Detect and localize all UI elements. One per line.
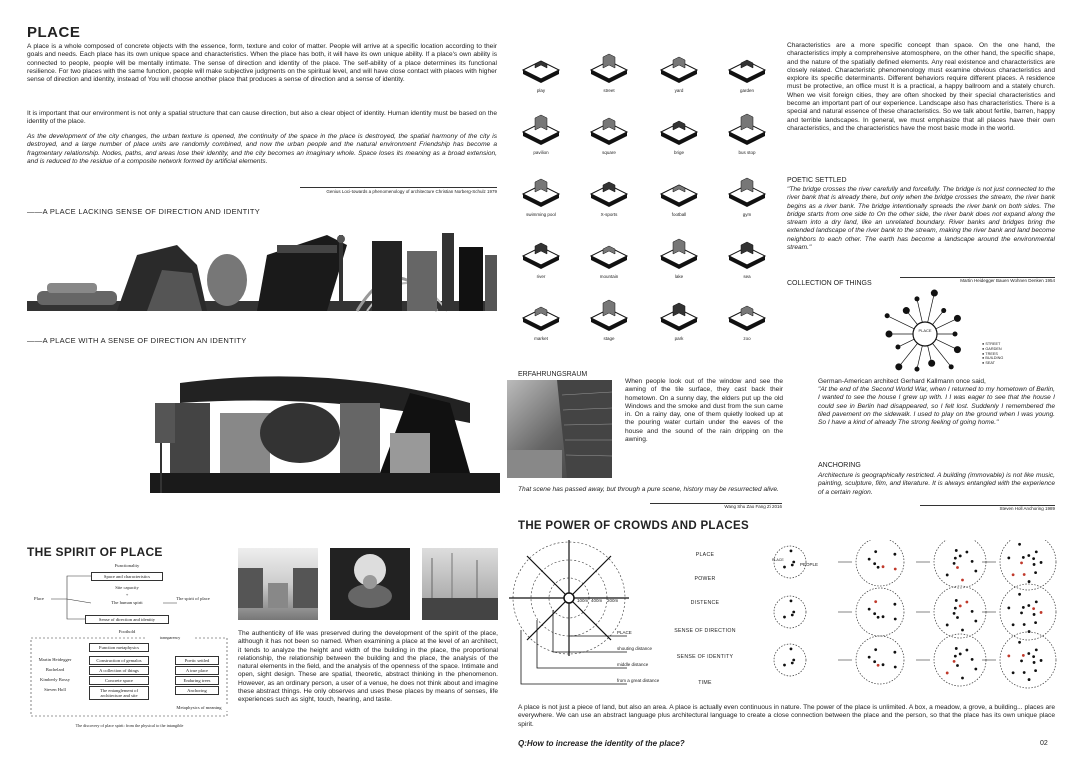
crowd-person (1007, 655, 1010, 658)
hub-node (931, 290, 938, 297)
icon-street (591, 54, 627, 83)
crowd-person (955, 647, 958, 650)
crowd-person (893, 603, 896, 606)
crowd-person (1020, 612, 1023, 615)
crowd-bubble (934, 634, 986, 686)
crowd-person (1032, 655, 1035, 658)
kallmann-intro: German-American architect Gerhard Kallmann once said, (818, 378, 986, 385)
hub-node (886, 331, 893, 338)
legend-item: ● STREET (982, 342, 1001, 346)
place-title: PLACE (27, 24, 81, 41)
crowd-person (792, 561, 795, 564)
crowd-person (791, 614, 794, 617)
flow-caption: The discovery of place spirit: from the physical to the intangible (27, 722, 232, 729)
crowd-person (971, 658, 974, 661)
crowd-person (783, 616, 786, 619)
flow-functionality: Functionality (95, 562, 159, 569)
crowd-person (959, 555, 962, 558)
icon-X-sports (591, 182, 627, 207)
hub-node (903, 307, 910, 314)
crowd-person (873, 562, 876, 565)
crowd-person (971, 610, 974, 613)
crowd-person (1020, 660, 1023, 663)
photo-snow (422, 548, 498, 620)
crowd-person (1033, 661, 1036, 664)
crowd-person (791, 564, 794, 567)
row-label: TIME (698, 680, 712, 686)
crowd-person (956, 566, 959, 569)
icon-label: play (536, 88, 546, 93)
crowd-person (961, 579, 964, 582)
crowd-person (961, 629, 964, 632)
icon-label: swimming pool (526, 212, 556, 217)
crowds-radial-diagram (507, 540, 677, 690)
hub-node (895, 345, 900, 350)
flow-enduring: Enduring trees (175, 676, 219, 685)
crowd-person (882, 565, 885, 568)
crowd-person (946, 574, 949, 577)
crowd-person (1012, 671, 1015, 674)
crowd-person (1023, 623, 1026, 626)
crowd-bubble (856, 540, 904, 586)
photo-buddha (330, 548, 410, 620)
crowd-person (1032, 557, 1035, 560)
flow-poetic: Poetic settled (175, 656, 219, 665)
crowd-person (946, 672, 949, 675)
page-number: 02 (1040, 740, 1048, 747)
crowd-person (953, 660, 956, 663)
crowd-person (974, 570, 977, 573)
crowd-person (868, 558, 871, 561)
crowd-bubble (934, 540, 986, 588)
crowd-person (955, 599, 958, 602)
crowd-person (1033, 563, 1036, 566)
icon-garden (729, 60, 765, 83)
flow-metaphysics-meaning: Metaphysics of meaning (167, 704, 231, 711)
crowd-person (959, 653, 962, 656)
flow-concrete: Concrete space (89, 676, 149, 685)
icon-label: park (674, 336, 684, 341)
crowd-person (965, 551, 968, 554)
flow-m4: Steven Holl (35, 686, 75, 693)
icon-label: gym (742, 212, 752, 217)
crowd-person (955, 549, 958, 552)
crowds-question: Q:How to increase the identity of the place? (518, 739, 685, 748)
crowd-person (1035, 601, 1038, 604)
hub-node (949, 364, 954, 369)
poetic-title: POETIC SETTLED (787, 177, 847, 184)
legend-item: ● GARDEN (982, 346, 1002, 351)
crowd-person (783, 664, 786, 667)
flow-gather: A collection of things (89, 666, 149, 675)
crowd-person (1034, 669, 1037, 672)
icon-yard (661, 57, 697, 83)
crowd-person (961, 677, 964, 680)
flow-a-place: A true place (175, 666, 219, 675)
spirit-body: The authenticity of life was preserved during the development of the spirit of the place, although it has not been so named. When examining a place at the level of an architect, it tends to analyze the height and width of the building in the place, the proportional relationship, the relationship between the building and the place, the analysis of the natural elements in the field, and the analysis of the openness of the space. Intimate and open, sight design. These are spatial, theoretic, abstract thinking in the phenomenon. However, as an ordinary person, a user of a venue, he does not think about and imagine these abstract things. He only observes and uses these places by means of senses, life experiences such as sight, touch, hearing, and taste. (238, 630, 498, 704)
crowd-person (946, 624, 949, 627)
icon-label: mountain (599, 274, 619, 279)
crowd-person (1023, 573, 1026, 576)
crowd-person (790, 549, 793, 552)
icon-square (591, 118, 627, 145)
crowd-person (868, 656, 871, 659)
hub-node (914, 296, 919, 301)
crowd-person (1028, 630, 1031, 633)
crowd-person (874, 550, 877, 553)
flow-fn-metaphysics: Function metaphysics (89, 643, 149, 652)
collection-diagram (870, 288, 980, 380)
icon-label: market (534, 336, 548, 341)
crowd-person (1022, 654, 1025, 657)
bubble-people-label: PEOPLE (800, 562, 819, 567)
icon-bus-stop (729, 114, 765, 145)
crowd-person (792, 659, 795, 662)
diagram-middle: middle distance (617, 662, 649, 667)
crowd-bubble (856, 588, 904, 636)
spirit-flow-diagram (27, 562, 232, 737)
crowd-person (965, 601, 968, 604)
collage-lacking (27, 225, 497, 323)
crowd-person (956, 616, 959, 619)
crowd-person (792, 611, 795, 614)
flow-site-capacity: Site capacity (95, 584, 159, 591)
crowd-person (965, 649, 968, 652)
icon-label: pavilion (533, 150, 549, 155)
icon-play (523, 61, 559, 83)
crowd-person (954, 655, 957, 658)
crowd-person (1022, 556, 1025, 559)
poetic-quote: "The bridge crosses the river carefully and forcefully. The bridge is not just connected to the river bank that is already there, but only when the bridge crosses the stream, the river bank begins as a river bank. The bridge intentionally spreads the river bank on both sides. The bridge starts from one side to On the other side, the river bank does not expand along the stream into a dry land, like an unrelated boundary. River banks and bridges bring the extended landscape of the river bank to the stream, making the river bank and land become neighbors to each other. The earth has become a landscape around the environmental stream." (787, 186, 1055, 252)
crowd-person (1040, 659, 1043, 662)
anchoring-cite: Steven Holl Anchoring 1989 (920, 505, 1055, 512)
icon-market (523, 307, 559, 331)
crowd-person (1007, 607, 1010, 610)
crowds-title: THE POWER OF CROWDS AND PLACES (518, 520, 749, 532)
icon-football (661, 185, 697, 207)
hub-node (914, 367, 919, 372)
crowd-person (953, 562, 956, 565)
crowd-person (1018, 641, 1021, 644)
row-label: DISTENCE (690, 600, 720, 606)
crowd-person (1040, 561, 1043, 564)
crowd-person (874, 600, 877, 603)
crowd-person (877, 566, 880, 569)
crowd-person (1012, 623, 1015, 626)
crowd-person (954, 607, 957, 610)
anchoring-text: Architecture is geographically restricted. A building (immovable) is not like music, painting, sculpture, film, and literature. It is always entangled with the experience of a certain region. (818, 472, 1055, 496)
flow-space-char: Space and characteristics (91, 572, 163, 581)
crowd-person (1034, 621, 1037, 624)
icon-park (661, 303, 697, 331)
crowd-person (877, 664, 880, 667)
row-label: SENSE OF IDENTITY (676, 654, 734, 660)
crowd-person (874, 648, 877, 651)
icon-zoo (729, 306, 765, 331)
icon-label: brige (673, 150, 684, 155)
place-para-2: It is important that our environment is not only a spatial structure that can cause direction, but also a clear object of identity. Human identity must be based on the identity of the place. (27, 110, 497, 126)
crowd-person (790, 599, 793, 602)
icon-brige (661, 121, 697, 145)
erfahrung-title: ERFAHRUNGSRAUM (518, 371, 588, 378)
crowd-person (1027, 554, 1030, 557)
crowd-person (1033, 613, 1036, 616)
crowd-bubble (856, 636, 904, 684)
icon-swimming-pool (523, 179, 559, 207)
diagram-place: PLACE (617, 630, 632, 635)
icon-gym (729, 178, 765, 207)
hub-node (954, 315, 961, 322)
crowd-person (1034, 571, 1037, 574)
crowd-person (953, 612, 956, 615)
erfahrung-cite: Wang Shu Zao Fang Zi 2016 (650, 503, 782, 510)
row-label: POWER (694, 576, 716, 582)
spirit-title: THE SPIRIT OF PLACE (27, 545, 163, 559)
flow-place: Place (27, 595, 51, 602)
place-para-1: A place is a whole composed of concrete objects with the essence, form, texture and color of matter. People will arrive at a specific location according to their goals and needs. Each place has its own unique space and characteristics. When the place has both, it will have its own unique ability. If a place's own ability is connected to people, people will be mentally intimate. The sense of direction and identity of the place. The self-ability of a place determines its functional resilience. For two places with the same function, people will make subjective judgments on the spiritual level, and will have close contact with places with higher sense of direction and identity, instead of You will choose another place that produces a sense of direction and a sense of identity. (27, 43, 497, 84)
flow-spirit-of-place: The spirit of place (163, 595, 223, 602)
icon-label: football (671, 212, 687, 217)
crowd-person (1032, 607, 1035, 610)
crowd-person (1018, 543, 1021, 546)
lacking-label: ——A PLACE LACKING SENSE OF DIRECTION AND IDENTITY (27, 207, 261, 216)
crowd-person (1007, 557, 1010, 560)
crowd-person (790, 647, 793, 650)
icon-label: stage (603, 336, 615, 341)
characteristics-text: Characteristics are a more specific concept than space. On the one hand, the characteristics imply a comprehensive atomosphere, on the other hand, the specific shape, and the nature of the spatially defined elements. Any real existence and characteristics are closely related. Characteristic phenomenology must examine obvious characteristics and explore its specific determinants. Different behaviors require different places. A residence must be protective, an office must It is a practical, a happy ballroom and a stately church. When we visit foreign cities, they are often shocked by their special characteristics and become an important part of our experience. Landscape also has characteristics. There is a special and natural essence of these characteristics. So we talk about fertile, barren, happy and terrible landscapes. In general, we must emphasize that all places have their own characteristics, and the characteristics have the most basic mode in the world. (787, 42, 1055, 132)
icon-label: garden (739, 88, 754, 93)
icon-lake (661, 239, 697, 269)
crowd-person (791, 662, 794, 665)
dist-1: 100m (577, 598, 589, 603)
crowd-person (956, 664, 959, 667)
crowds-para: A place is not just a piece of land, but also an area. A place is actually even continuous in nature. The power of the place is unlimited. A box, a meadow, a grove, a building... places are everywhere. We can use an abstract language plus architectural language to create a close connection between the place and the person, so that the place has its own unique place spirit. (518, 704, 1055, 728)
crowd-person (1023, 671, 1026, 674)
flow-m1: Martin Heidegger (35, 656, 75, 663)
crowd-person (1035, 649, 1038, 652)
hub-node (953, 332, 958, 337)
hub-node (954, 346, 961, 353)
crowd-person (1022, 606, 1025, 609)
crowd-person (1018, 593, 1021, 596)
crowd-person (894, 618, 897, 621)
hub-label: PLACE (918, 328, 932, 333)
legend-item: ● BUILDING (982, 356, 1004, 361)
icon-label: street (603, 88, 615, 93)
icon-river (523, 243, 559, 269)
crowd-person (1020, 562, 1023, 565)
row-label: SENSE OF DIRECTION (674, 628, 736, 634)
hub-node (895, 363, 902, 370)
crowd-person (877, 616, 880, 619)
hub-node (928, 360, 935, 367)
flow-entangle: The entanglement of architecture and site (89, 686, 149, 700)
crowd-person (959, 605, 962, 608)
legend-item: ● TREES (982, 351, 998, 356)
diagram-shout: shouting distance (617, 646, 653, 651)
crowd-person (971, 560, 974, 563)
dist-2: 400m (591, 598, 603, 603)
icon-pavilion (523, 115, 559, 145)
crowd-person (894, 568, 897, 571)
flow-foothold: Foothold (107, 628, 147, 635)
erfahrung-photo (507, 380, 612, 478)
crowd-person (868, 608, 871, 611)
flow-sense-direction: Sense of direction and identity (85, 615, 169, 624)
crowd-person (1027, 604, 1030, 607)
kallmann-quote: "At the end of the Second World War, when I returned to my hometown of Berlin, I wanted to see the house I grew up with. I I was eager to see that the house I could see in Berlin had disappeared, so I felt lost. Suddenly I remembered the tiled pavement on the sidewalk. I used to play on the ground when I was young. So I have a kind of already The strong feeling of going home." (818, 386, 1055, 427)
flow-m3: Kimberly Bossy (35, 676, 75, 683)
crowd-bubble (934, 586, 986, 638)
collage-with-sense (150, 363, 500, 493)
poetic-cite: Martin Heidegger Bauen Wohnen Denken 1954 (900, 277, 1055, 284)
flow-transparency: transparency (145, 634, 195, 641)
crowd-person (1012, 573, 1015, 576)
flow-m2: Bachelard (35, 666, 75, 673)
crowd-bubble (1000, 540, 1056, 590)
icon-label: river (536, 274, 546, 279)
hub-node (941, 308, 946, 313)
legend-item: ● SEAT (982, 361, 995, 366)
icon-label: sea (743, 274, 751, 279)
diagram-far: from a great distance (617, 678, 660, 683)
place-para-3: As the development of the city changes, the urban texture is opened, the continuity of the space in the place is destroyed, the spatial harmony of the city is destroyed, and a large number of place units are randomly combined, and now the urban people and the natural environment Friendship has become a fragmentary relationship. Nodes, paths, and areas lose their identity, and the city becomes an imaginary whole. Space loses its meaning as a broad extension, and is reduced to the residue of a composite network formed by artificial elements. (27, 133, 497, 165)
hub-node (885, 313, 890, 318)
icon-mountain (591, 246, 627, 269)
crowd-person (1028, 580, 1031, 583)
anchoring-title: ANCHORING (818, 462, 861, 469)
crowds-row-labels (655, 548, 755, 693)
crowd-person (893, 651, 896, 654)
erfahrung-text: When people look out of the window and see the awning of the tile surface, they cast back their hometown. On a sunny day, the elders put up the old Windows and the smoke and dust from the sun came in. On a rainy day, one of them quietly looked up at the pouring water curtain under the eaves of the house and the sound of the rain dripping on the awning. (625, 378, 783, 444)
crowd-person (974, 620, 977, 623)
collection-legend (982, 342, 1003, 366)
icon-sea (729, 242, 765, 269)
icon-label: X-sports (600, 212, 618, 217)
withsense-label: ——A PLACE WITH A SENSE OF DIRECTION AN IDENTITY (27, 336, 247, 345)
crowd-person (873, 612, 876, 615)
crowd-person (974, 668, 977, 671)
crowd-person (882, 615, 885, 618)
crowd-person (783, 566, 786, 569)
crowd-person (893, 553, 896, 556)
crowd-person (1027, 652, 1030, 655)
crowd-person (954, 557, 957, 560)
bubble-place-label: PLACE (772, 558, 784, 562)
flow-human-spirit: The human spirit (91, 599, 163, 606)
icon-label: square (602, 150, 616, 155)
icon-label: zoo (743, 336, 751, 341)
crowd-person (882, 663, 885, 666)
crowd-person (1035, 551, 1038, 554)
flow-construction: Construction of gemalos (89, 656, 149, 665)
flow-plus: + (121, 591, 133, 598)
place-citation: Genius Loci-towards a phenomenology of architecture Christian Norberg-Schulz 1979 (300, 187, 497, 195)
icon-label: yard (674, 88, 684, 93)
icon-stage (591, 300, 627, 331)
crowd-person (1028, 678, 1031, 681)
flow-anchoring: Anchoring (175, 686, 219, 695)
row-label: PLACE (695, 552, 715, 558)
crowd-person (894, 666, 897, 669)
erfahrung-italic: That scene has passed away, but through a pure scene, history may be resurrected alive. (518, 486, 779, 493)
collection-title: COLLECTION OF THINGS (787, 280, 872, 287)
crowd-person (873, 660, 876, 663)
icon-label: lake (674, 274, 684, 279)
icon-label: bus stop (738, 150, 756, 155)
crowd-person (1040, 611, 1043, 614)
photo-courtyard (238, 548, 318, 620)
dist-3: 200m (607, 598, 619, 603)
